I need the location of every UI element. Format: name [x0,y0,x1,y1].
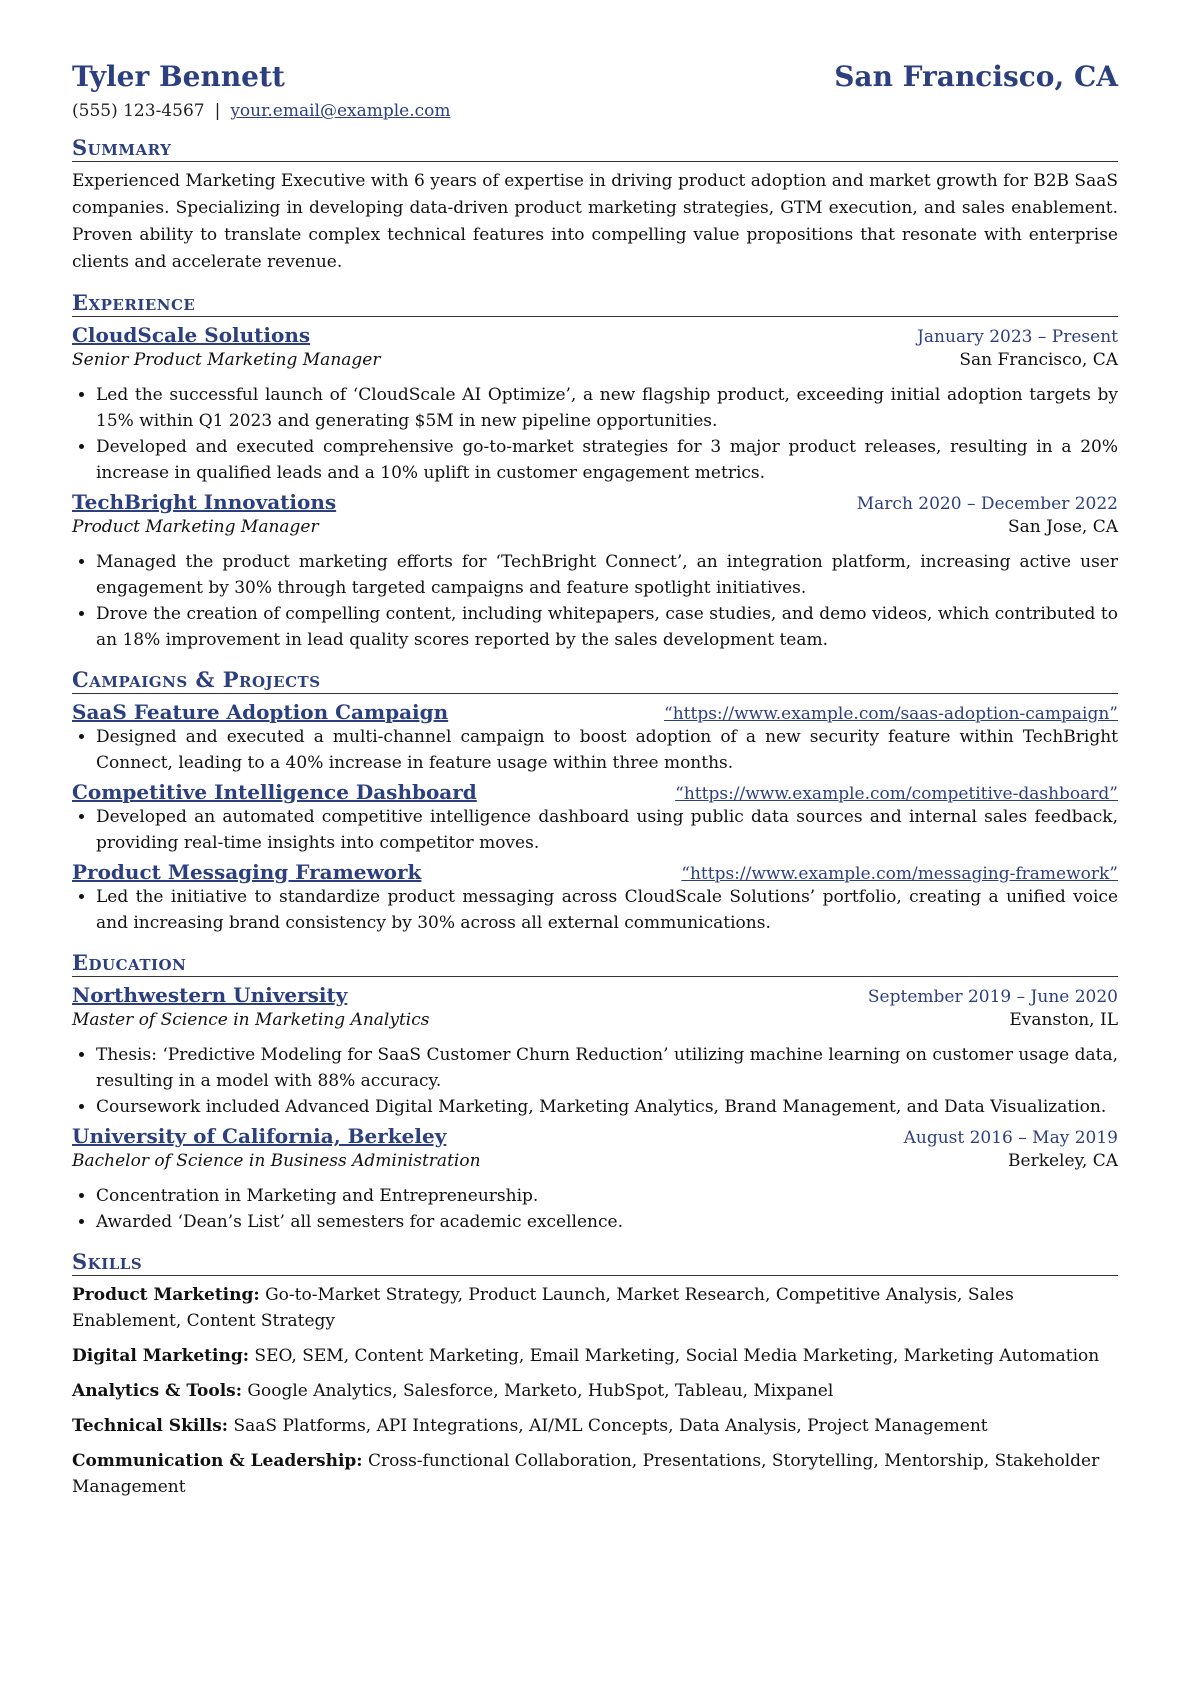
list-item: • Coursework included Advanced Digital Marketing, Marketing Analytics, Brand Management, and Data Visualization. [96,1094,1118,1120]
section-title-summary: Summary [72,135,1118,162]
project-entry [72,860,1118,936]
email-link[interactable]: your.email@example.com [230,101,451,121]
bullet-list [72,1042,1118,1120]
skill-label: Communication & Leadership: [72,1451,363,1471]
school-location: Berkeley, CA [1008,1151,1118,1171]
education-entry [72,1124,1118,1235]
summary-section [72,135,1118,276]
experience-entry [72,323,1118,486]
list-item: • Developed an automated competitive intelligence dashboard using public data sources and internal sales feedback, providing real-time insights into competitor moves. [96,804,1118,856]
skill-line [72,1282,1118,1334]
section-title-projects: Campaigns & Projects [72,667,1118,694]
resume-page [72,60,1118,1509]
bullet-list [72,884,1118,936]
summary-text: Experienced Marketing Executive with 6 years of expertise in driving product adoption and market growth for B2B SaaS companies. Specializing in developing data-driven product marketing strategies, GTM execution, and sales enablement. Proven ability to translate complex technical features into compelling value propositions that resonate with enterprise clients and accelerate revenue. [72,171,1118,272]
list-item: • Led the initiative to standardize product messaging across CloudScale Solutions’ portfolio, creating a unified voice and increasing brand consistency by 30% across all external communications. [96,884,1118,936]
contact-separator: | [214,101,221,121]
school-location: Evanston, IL [1009,1010,1118,1030]
skills-section [72,1249,1118,1500]
project-entry [72,700,1118,776]
skill-value: SaaS Platforms, API Integrations, AI/ML Concepts, Data Analysis, Project Management [233,1416,988,1436]
employment-dates: March 2020 – December 2022 [856,494,1118,514]
phone-number: (555) 123-4567 [72,101,205,121]
skill-label: Analytics & Tools: [72,1381,242,1401]
job-location: San Francisco, CA [959,350,1118,370]
list-item: • Developed and executed comprehensive go-to-market strategies for 3 major product releases, resulting in a 20% increase in qualified leads and a 10% uplift in customer engagement metrics. [96,434,1118,486]
project-name-link[interactable]: Competitive Intelligence Dashboard [72,780,477,804]
skill-value: Cross-functional Collaboration, Presentations, Storytelling, Mentorship, Stakeholder Management [72,1451,1100,1497]
bullet-list [72,804,1118,856]
list-item: • Managed the product marketing efforts for ‘TechBright Connect’, an integration platform, increasing active user engagement by 30% through targeted campaigns and feature spotlight initiatives. [96,549,1118,601]
project-entry [72,780,1118,856]
job-title: Senior Product Marketing Manager [72,350,381,370]
project-url-link[interactable]: “https://www.example.com/saas-adoption-campaign” [664,704,1118,724]
candidate-name: Tyler Bennett [72,60,285,93]
bullet-list [72,549,1118,653]
job-location: San Jose, CA [1007,517,1118,537]
list-item: • Led the successful launch of ‘CloudScale AI Optimize’, a new flagship product, exceeding initial adoption targets by 15% within Q1 2023 and generating $5M in new pipeline opportunities. [96,382,1118,434]
project-url-link[interactable]: “https://www.example.com/competitive-dashboard” [675,784,1118,804]
list-item: • Designed and executed a multi-channel campaign to boost adoption of a new security feature within TechBright Connect, leading to a 40% increase in feature usage within three months. [96,724,1118,776]
section-title-education: Education [72,950,1118,977]
projects-section [72,667,1118,936]
contact-line [72,101,1118,121]
skill-label: Technical Skills: [72,1416,229,1436]
education-section [72,950,1118,1235]
skill-line [72,1413,1118,1439]
study-dates: August 2016 – May 2019 [903,1128,1118,1148]
list-item: • Drove the creation of compelling content, including whitepapers, case studies, and demo videos, which contributed to an 18% improvement in lead quality scores reported by the sales development team. [96,601,1118,653]
experience-section [72,290,1118,653]
bullet-list [72,382,1118,486]
job-title: Product Marketing Manager [72,517,319,537]
employment-dates: January 2023 – Present [917,327,1118,347]
skill-label: Digital Marketing: [72,1346,250,1366]
skill-line [72,1448,1118,1500]
project-name-link[interactable]: Product Messaging Framework [72,860,422,884]
list-item: • Awarded ‘Dean’s List’ all semesters for academic excellence. [96,1209,1118,1235]
bullet-list [72,1183,1118,1235]
section-title-experience: Experience [72,290,1118,317]
skill-line [72,1343,1118,1369]
skill-value: Google Analytics, Salesforce, Marketo, HubSpot, Tableau, Mixpanel [247,1381,834,1401]
project-name-link[interactable]: SaaS Feature Adoption Campaign [72,700,449,724]
degree-title: Bachelor of Science in Business Administration [72,1151,481,1171]
skill-line [72,1378,1118,1404]
skill-value: SEO, SEM, Content Marketing, Email Marketing, Social Media Marketing, Marketing Automation [254,1346,1100,1366]
company-name-link[interactable]: TechBright Innovations [72,490,337,514]
education-entry [72,983,1118,1120]
list-item: • Concentration in Marketing and Entrepreneurship. [96,1183,1118,1209]
school-name-link[interactable]: University of California, Berkeley [72,1124,447,1148]
company-name-link[interactable]: CloudScale Solutions [72,323,311,347]
degree-title: Master of Science in Marketing Analytics [72,1010,430,1030]
resume-header [72,60,1118,93]
project-url-link[interactable]: “https://www.example.com/messaging-framework” [681,864,1118,884]
skill-label: Product Marketing: [72,1285,260,1305]
school-name-link[interactable]: Northwestern University [72,983,348,1007]
section-title-skills: Skills [72,1249,1118,1276]
bullet-list [72,724,1118,776]
experience-entry [72,490,1118,653]
candidate-location: San Francisco, CA [834,60,1118,93]
skill-value: Go-to-Market Strategy, Product Launch, Market Research, Competitive Analysis, Sales Enablement, Content Strategy [72,1285,1014,1331]
list-item: • Thesis: ‘Predictive Modeling for SaaS Customer Churn Reduction’ utilizing machine learning on customer usage data, resulting in a model with 88% accuracy. [96,1042,1118,1094]
study-dates: September 2019 – June 2020 [867,987,1118,1007]
